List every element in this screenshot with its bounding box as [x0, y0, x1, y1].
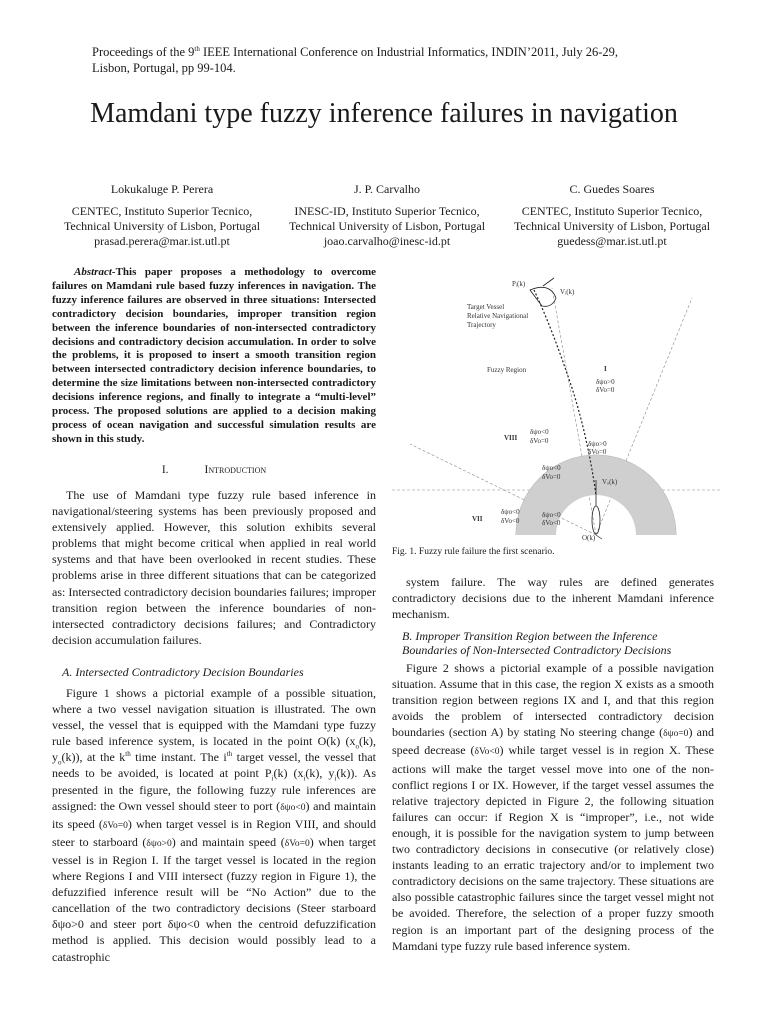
label-region-i-rule: δVo=0: [596, 386, 615, 394]
author-university: Technical University of Lisbon, Portugal: [513, 219, 711, 233]
label-ring-rule: δVo=0: [588, 448, 607, 456]
section-a-paragraph: Figure 1 shows a pictorial example of a possible situation, where a two vessel navigation situation is illustrated. The own vessel, the vessel that is equipped with the Mamdani type fuzzy rule based inference system, is located in the point O(k) ($x_o(k)$, $y_o(k)$), at the $k^{th}$ time instant. The $i^{th}$ target vessel, the vessel that needs to be avoided, is located at point $P_i(k)$ ($x_i(k)$, $y_i(k)$). As presented in the figure, the following fuzzy rule inferences are assigned: the Own vessel should steer to port (δψo<0) and maintain its speed (δVo=0) when target vessel is in Region VIII, and should steer to starboard (δψo>0) and maintain speed (δVo=0) when target vessel is in Region I. If the target vessel is located in the region where Regions I and VIII intersect (fuzzy region in Figure 1), the defuzzified inference result will be “No Action” due to the cancellation of the two contradictory decisions (Steer starboard δψo>0 and steer port δψo<0 when the centroid defuzzification method is applied. This decision would possibly lead to a catastrophic: [52, 686, 377, 964]
section-heading-introduction: I. Introduction: [161, 464, 267, 476]
author-name: Lokukaluge P. Perera: [110, 182, 214, 196]
label-region-vii-rule: δψo<0: [501, 508, 520, 516]
subsection-heading-a: A. Intersected Contradictory Decision Boundaries: [62, 665, 304, 679]
author-affiliation: CENTEC, Instituto Superior Tecnico,: [71, 204, 253, 218]
intro-paragraph: The use of Mamdani type fuzzy rule based inference in navigational/steering systems has been previously proposed and extensively applied. However, this solution exhibits several problems that might become critical when applied in real world systems and that have been overlooked in recent studies. These problems arise in three different situations that can be categorized as: Intersected contradictory decision boundaries failures; improper transition region between the inference boundaries of non-intersected contradictory decisions failures; and Contradictory decision accumulation failures.: [52, 488, 376, 647]
figure-fuzzy-regions: [392, 268, 722, 542]
author-name: J. P. Carvalho: [354, 182, 420, 196]
author-email: guedess@mar.ist.utl.pt: [557, 234, 667, 248]
label-vo: Vₒ(k): [602, 478, 618, 486]
label-trajectory: Relative Navigational: [467, 312, 529, 320]
continuation-paragraph: system failure. The way rules are defined generates contradictory decisions due to the inherent Mamdani inference mechanism.: [392, 575, 714, 622]
label-region-viii-rule: δVo=0: [530, 437, 549, 445]
label-ring-rule: δψo<0: [542, 511, 561, 519]
label-ring-rule: δψo<0: [542, 464, 561, 472]
author-email: joao.carvalho@inesc-id.pt: [323, 234, 451, 248]
author-university: Technical University of Lisbon, Portugal: [288, 219, 486, 233]
author-block: [500, 182, 724, 249]
label-ring-rule: δVo=0: [542, 473, 561, 481]
figure-caption: Fig. 1. Fuzzy rule failure the first scenario.: [392, 547, 555, 557]
author-affiliation: INESC-ID, Instituto Superior Tecnico,: [294, 204, 480, 218]
target-velocity-vector: [543, 278, 554, 286]
label-region-i-rule: δψo>0: [596, 378, 615, 386]
section-b-paragraph: Figure 2 shows a pictorial example of a possible navigation situation. Assume that in this case, the region X exists as a smooth transition region between regions IX and I, and that this region avoids the problem of intersected contradictory decision boundaries (section A) by stating No steering change (δψo=0) and speed decrease (δVo<0) while target vessel is in region X. These actions will make the target vessel move into one of the non-conflict regions I or IX. However, if the target vessel assumes the relative trajectory depicted in Figure 2, the following situation failures can occur: if Region X is “improper”, i.e., not wide enough, it is possible for the navigation system to jump between two contradictory decisions in consecutive (or relatively close) instants leading to an erratic trajectory and/or to implement two contradictory decisions on the same trajectory. These situations are also possible catastrophic failures since the target vessel might not be avoided. Therefore, the selection of a proper fuzzy smooth region is an important part of the designing process of the Mamdani type fuzzy rule based inference system.: [392, 661, 714, 953]
label-ring-rule: δψo>0: [588, 440, 607, 448]
label-region-i: I: [604, 365, 607, 373]
abstract: [52, 266, 376, 447]
label-ring-rule: δVo<0: [542, 519, 561, 527]
author-affiliation: CENTEC, Instituto Superior Tecnico,: [521, 204, 703, 218]
label-region-vii-rule: δVo<0: [501, 517, 520, 525]
subsection-heading-b: B. Improper Transition Region between the Inference Boundaries of Non-Intersected Contradictory Decisions: [402, 629, 672, 658]
origin-marker: [596, 535, 602, 539]
label-ok: O(k): [582, 534, 596, 542]
author-block: [274, 182, 500, 249]
label-region-vii: VII: [472, 515, 483, 523]
author-block: [50, 182, 274, 249]
label-region-viii-rule: δψo<0: [530, 428, 549, 436]
label-trajectory: Target Vessel: [467, 303, 505, 311]
abstract-label: Abstract-: [74, 266, 116, 278]
paper-title: Mamdani type fuzzy inference failures in navigation: [90, 98, 678, 129]
label-vi: Vᵢ(k): [560, 288, 575, 296]
label-trajectory: Trajectory: [467, 321, 496, 329]
author-university: Technical University of Lisbon, Portugal: [63, 219, 261, 233]
proceedings-header: Proceedings of the 9th IEEE International Conference on Industrial Informatics, INDIN’2011, July 26-29, Lisbon, Portugal, pp 99-104.: [92, 44, 619, 75]
author-name: C. Guedes Soares: [569, 182, 655, 196]
abstract-text: This paper proposes a methodology to overcome failures on Mamdani rule based fuzzy inferences in navigation. The fuzzy inference failures are observed in three situations: Intersected contradictory decision boundaries, improper transition region between the inference boundaries of non-intersected contradictory decisions and contradictory decision accumulation. In order to solve the problems, it is proposed to insert a smooth transition region between intersected contradictory decision inference boundaries, to determine the size limitations between non-intersected contradictory decisions inference regions, and finally to integrate a “multi-level” process. The proposed solutions are applied to a decision making process of ocean navigation and successful simulation results are shown in this study.: [52, 266, 376, 445]
label-fuzzy-region: Fuzzy Region: [487, 366, 527, 374]
label-region-viii: VIII: [504, 434, 518, 442]
label-pi: Pᵢ(k): [512, 280, 526, 288]
author-email: prasad.perera@mar.ist.utl.pt: [94, 234, 230, 248]
